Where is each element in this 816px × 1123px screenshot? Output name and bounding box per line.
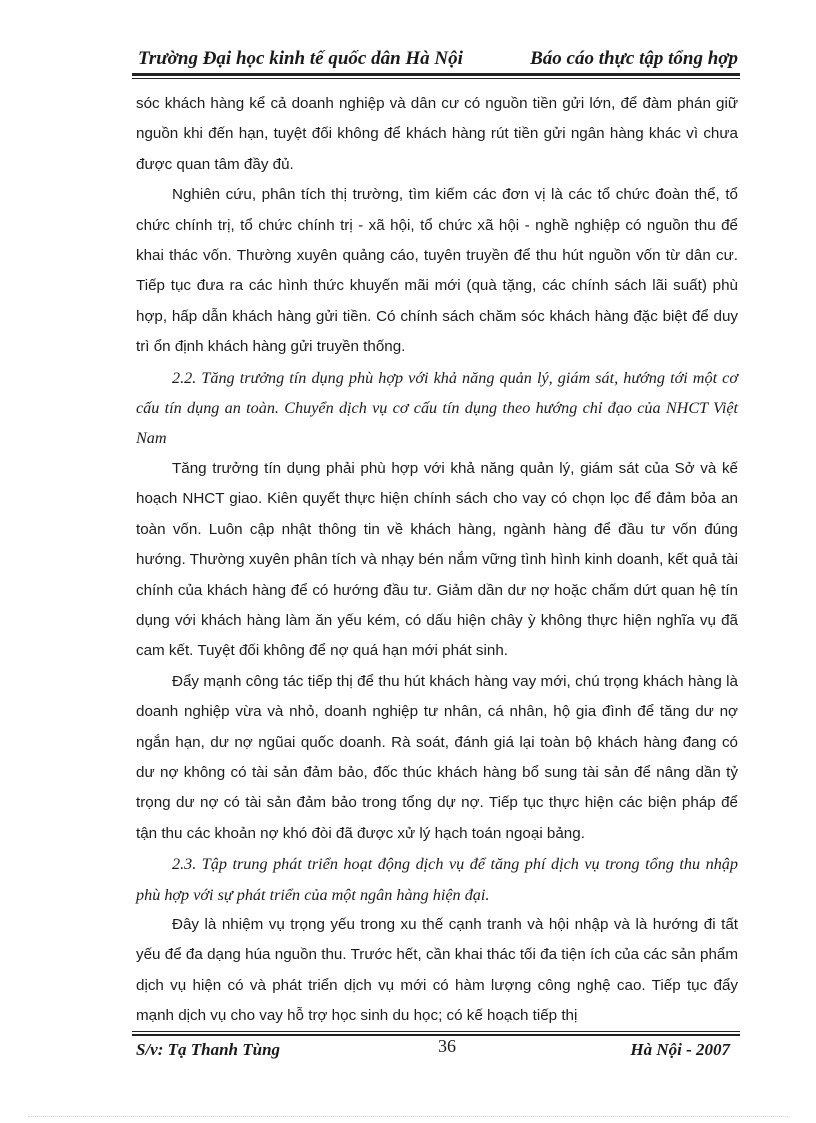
header-rule-thin — [132, 78, 740, 79]
document-body — [136, 89, 738, 1032]
header-report-title: Báo cáo thực tập tổng hợp — [530, 48, 738, 69]
paragraph: Nghiên cứu, phân tích thị trường, tìm kiếm các đơn vị là các tổ chức đoàn thể, tổ chức chính trị, tổ chức chính trị - xã hội, tổ chức xã hội - nghề nghiệp có nguồn thu để khai thác vốn. Thường xuyên quảng cáo, tuyên truyền để thu hút nguồn vốn từ dân cư. Tiếp tục đưa ra các hình thức khuyến mãi mới (quà tặng, các chính sách lãi suất) phù hợp, hấp dẫn khách hàng gửi tiền. Có chính sách chăm sóc khách hàng đặc biệt để duy trì ổn định khách hàng gửi truyền thống. — [136, 186, 738, 356]
section-heading-2-3: 2.3. Tập trung phát triển hoạt động dịch vụ để tăng phí dịch vụ trong tổng thu nhập phù hợp với sự phát triển của một ngân hàng hiện đại. — [136, 855, 738, 904]
paragraph: Đây là nhiệm vụ trọng yếu trong xu thế cạnh tranh và hội nhập và là hướng đi tất yếu để đa dạng húa nguồn thu. Trước hết, cần khai thác tối đa tiện ích của các sản phẩm dịch vụ hiện có và phát triển dịch vụ mới có hàm lượng công nghệ cao. Tiếp tục đẩy mạnh dịch vụ cho vay hỗ trợ học sinh du học; có kế hoạch tiếp thị — [136, 915, 738, 1025]
page-bottom-edge — [28, 1116, 788, 1117]
page-number: 36 — [438, 1036, 456, 1056]
page-header — [132, 44, 740, 74]
header-university: Trường Đại học kinh tế quốc dân Hà Nội — [138, 48, 463, 69]
paragraph: Tăng trưởng tín dụng phải phù hợp với khả năng quản lý, giám sát của Sở và kế hoạch NHCT giao. Kiên quyết thực hiện chính sách cho vay có chọn lọc để đảm bỏa an toàn vốn. Luôn cập nhật thông tin về khách hàng, ngành hàng để đầu tư vốn đúng hướng. Thường xuyên phân tích và nhạy bén nắm vững tình hình kinh doanh, kết quả tài chính của khách hàng để có hướng đầu tư. Giảm dần dư nợ hoặc chấm dứt quan hệ tín dụng với khách hàng làm ăn yếu kém, có dấu hiện chây ỳ không thực hiện nghĩa vụ đã cam kết. Tuyệt đối không để nợ quá hạn mới phát sinh. — [136, 459, 738, 660]
footer-place-year: Hà Nội - 2007 — [630, 1040, 730, 1059]
header-rule — [132, 73, 740, 76]
paragraph: Đẩy mạnh công tác tiếp thị để thu hút khách hàng vay mới, chú trọng khách hàng là doanh nghiệp vừa và nhỏ, doanh nghiệp tư nhân, cá nhân, hộ gia đình để tăng dư nợ ngắn hạn, dư nợ ngũai quốc doanh. Rà soát, đánh giá lại toàn bộ khách hàng đang có dư nợ không có tài sản đảm bảo, đốc thúc khách hàng bổ sung tài sản để nâng dần tỷ trọng dư nợ có tài sản đảm bảo trong tổng dự nợ. Tiếp tục thực hiện các biện pháp để tận thu các khoản nợ khó đòi đã được xử lý hạch toán ngoại bảng. — [136, 672, 738, 842]
footer-rule-thin — [132, 1031, 740, 1032]
footer-student-name: S/v: Tạ Thanh Tùng — [136, 1040, 281, 1059]
page-footer — [132, 1036, 740, 1064]
paragraph-continuation: sóc khách hàng kể cả doanh nghiệp và dân cư có nguồn tiền gửi lớn, để đàm phán giữ nguồn khi đến hạn, tuyệt đối không để khách hàng rút tiền gửi ngân hàng khác vì chưa được quan tâm đầy đủ. — [136, 95, 738, 173]
section-heading-2-2: 2.2. Tăng trưởng tín dụng phù hợp với khả năng quản lý, giám sát, hướng tới một cơ cấu tín dụng an toàn. Chuyển dịch vụ cơ cấu tín dụng theo hướng chỉ đạo của NHCT Việt Nam — [136, 368, 738, 448]
